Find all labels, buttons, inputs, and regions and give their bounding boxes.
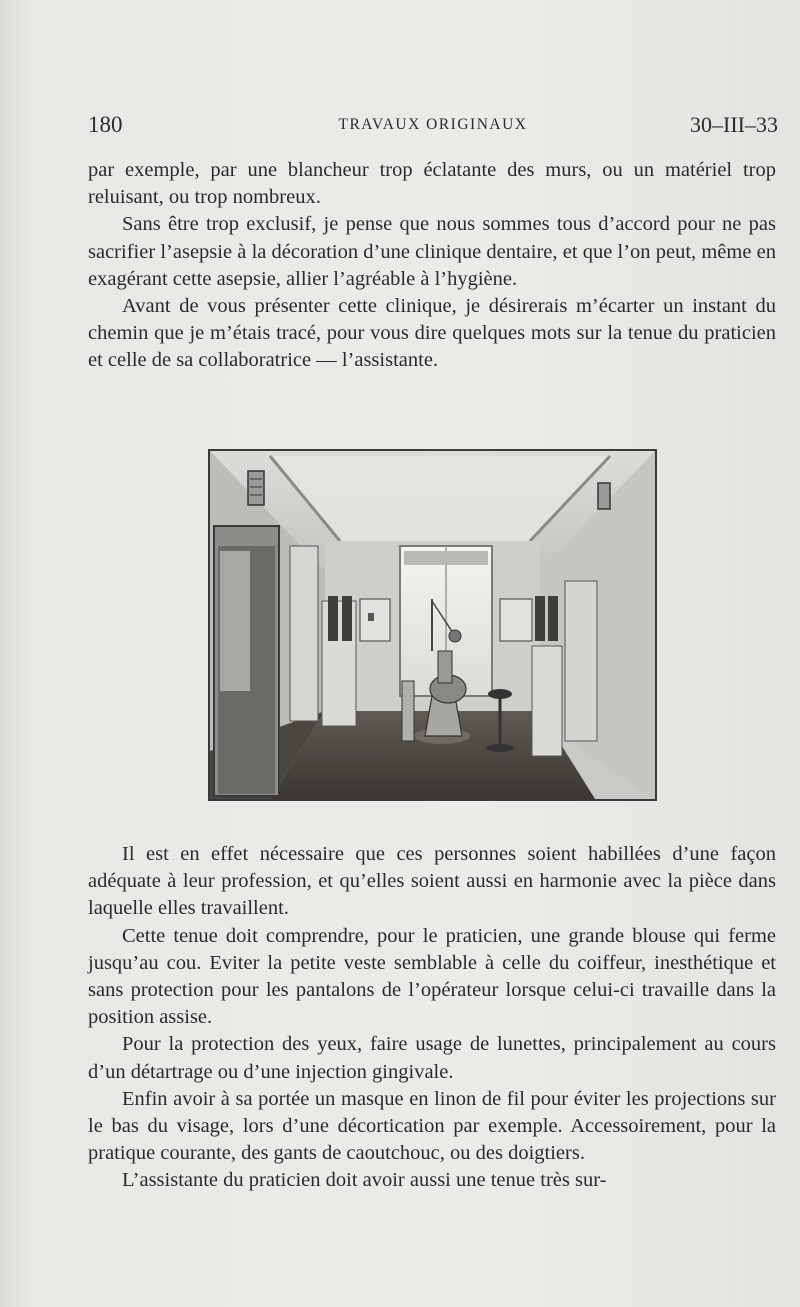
running-title: TRAVAUX ORIGINAUX <box>338 116 528 133</box>
dental-clinic-room-image <box>210 451 655 799</box>
paragraph: Cette tenue doit comprendre, pour le praticien, une grande blouse qui ferme jusqu’au cou. Eviter la petite veste semblable à celle du coiffeur, inesthétique et sans protection pour les pantalons de l’opérateur lorsque celui-ci travaille dans la position assise. <box>88 924 776 1029</box>
paragraph: Enfin avoir à sa portée un masque en linon de fil pour éviter les projections sur le bas du visage, lors d’une décortication par exemple. Accessoirement, pour la pratique courante, des gants de caoutchouc, ou des doigtiers. <box>88 1087 776 1165</box>
paragraph: Sans être trop exclusif, je pense que nous sommes tous d’accord pour ne pas sacrifier l’asepsie à la décoration d’une clinique dentaire, et que l’on peut, même en exagérant cette asepsie, allier l’agréable à l’hygiène. <box>88 213 776 290</box>
clinic-photograph <box>208 449 657 801</box>
paragraph: Pour la protection des yeux, faire usage de lunettes, principalement au cours d’un détartrage ou d’une injection gingivale. <box>88 1033 776 1083</box>
paragraph: par exemple, par une blancheur trop éclatante des murs, ou un matériel trop reluisant, ou trop nombreux. <box>88 159 776 209</box>
paragraph: Avant de vous présenter cette clinique, je désirerais m’écarter un instant du chemin que je m’étais tracé, pour vous dire quelques mots sur la tenue du praticien et celle de sa collaboratrice — l’assistante. <box>88 295 776 372</box>
paragraph: Il est en effet nécessaire que ces personnes soient habillées d’une façon adéquate à leur profession, et qu’elles soient aussi en harmonie avec la pièce dans laquelle elles travaillent. <box>88 843 776 920</box>
text-before-figure <box>88 157 776 375</box>
header-date: 30–III–33 <box>690 112 778 137</box>
text-after-figure <box>88 841 776 1195</box>
paragraph: L’assistante du praticien doit avoir aussi une tenue très sur- <box>122 1169 607 1192</box>
page-header <box>88 112 778 138</box>
page-number: 180 <box>88 112 123 137</box>
